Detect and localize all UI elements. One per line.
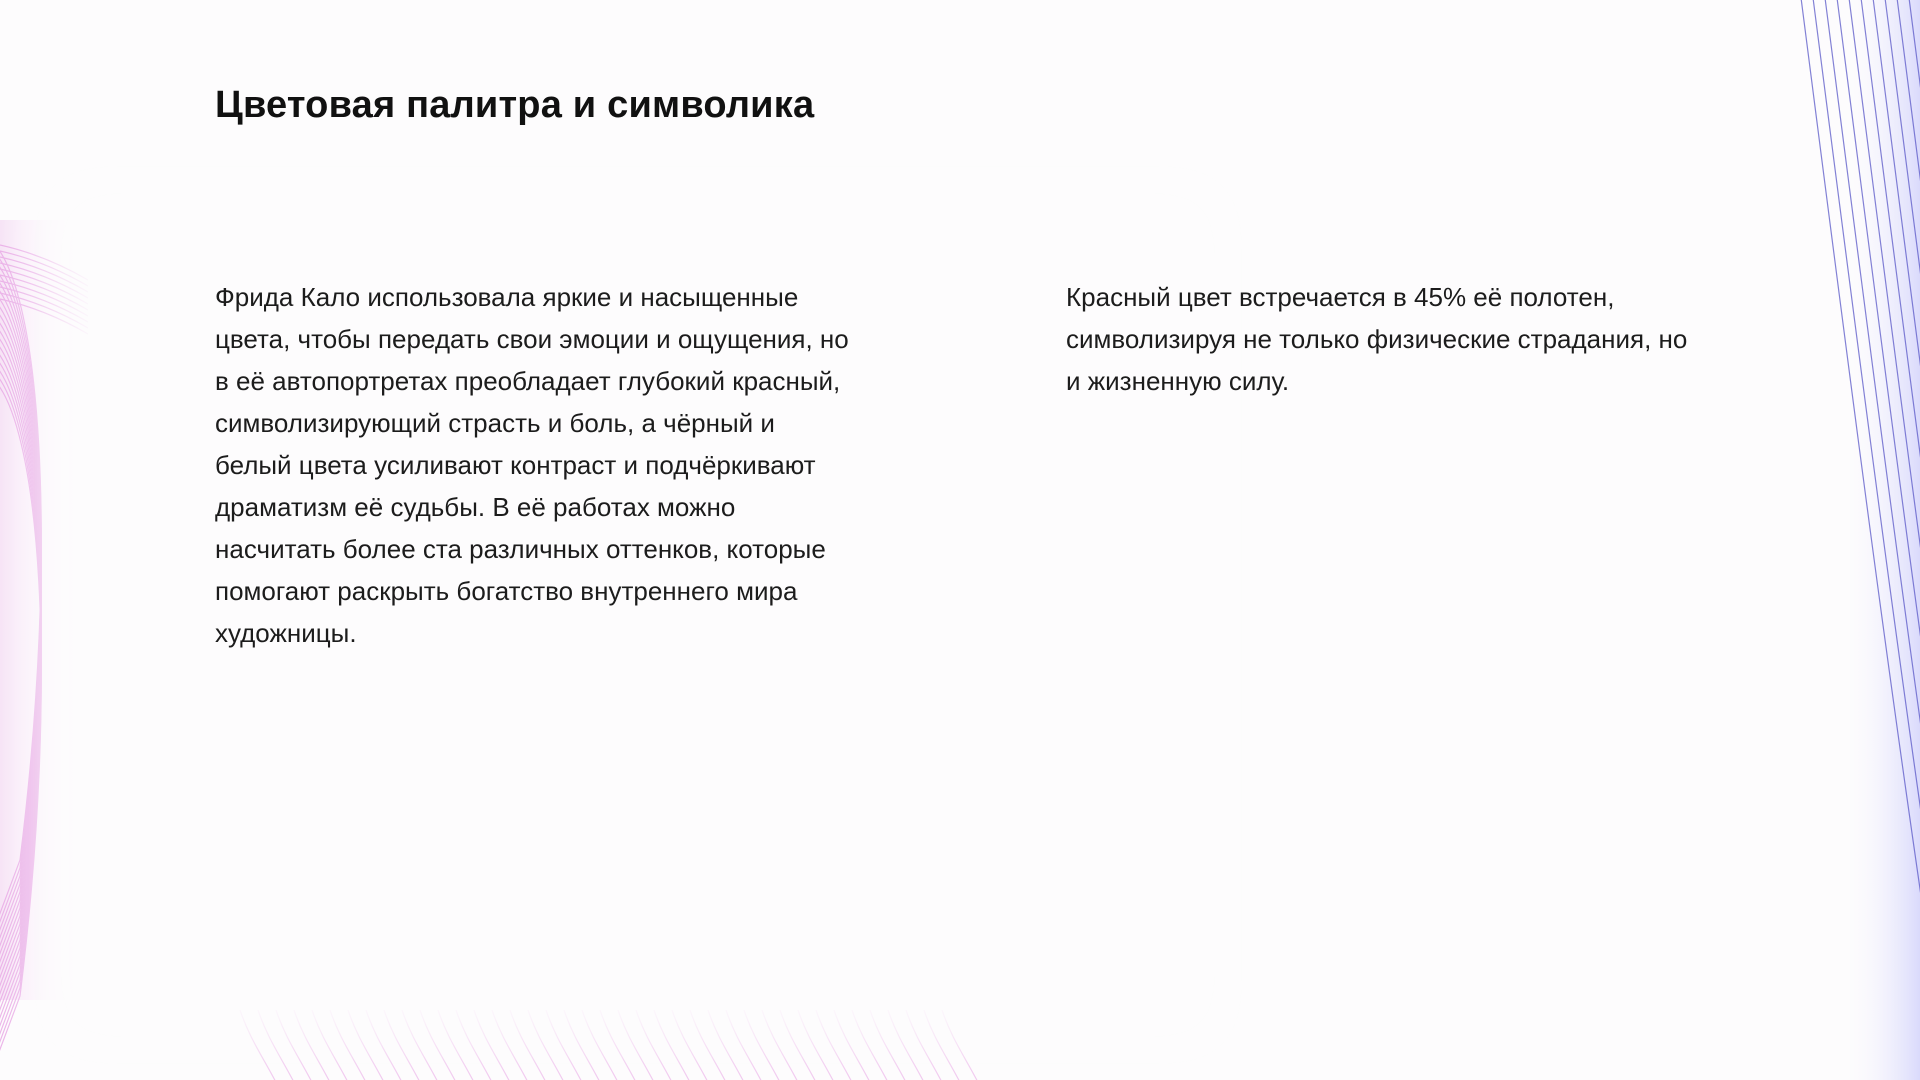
left-text-block: Фрида Кало использовала яркие и насыщенные цвета, чтобы передать свои эмоции и ощущения, но в её автопортретах преобладает глубокий красный, символизирующий страсть и боль, а чёрный и белый цвета усиливают контраст и подчёркивают драматизм её судьбы. В её работах можно насчитать более ста различных оттенков, которые помогают раскрыть богатство внутреннего мира художницы. <box>215 282 849 648</box>
right-text-block: Красный цвет встречается в 45% её полотен, символизируя не только физические страдания, но и жизненную силу. <box>1066 282 1688 396</box>
bottom-pink-lines <box>240 1010 982 1080</box>
slide-title: Цветовая палитра и символика <box>215 84 815 126</box>
decorative-line <box>942 1010 982 1080</box>
